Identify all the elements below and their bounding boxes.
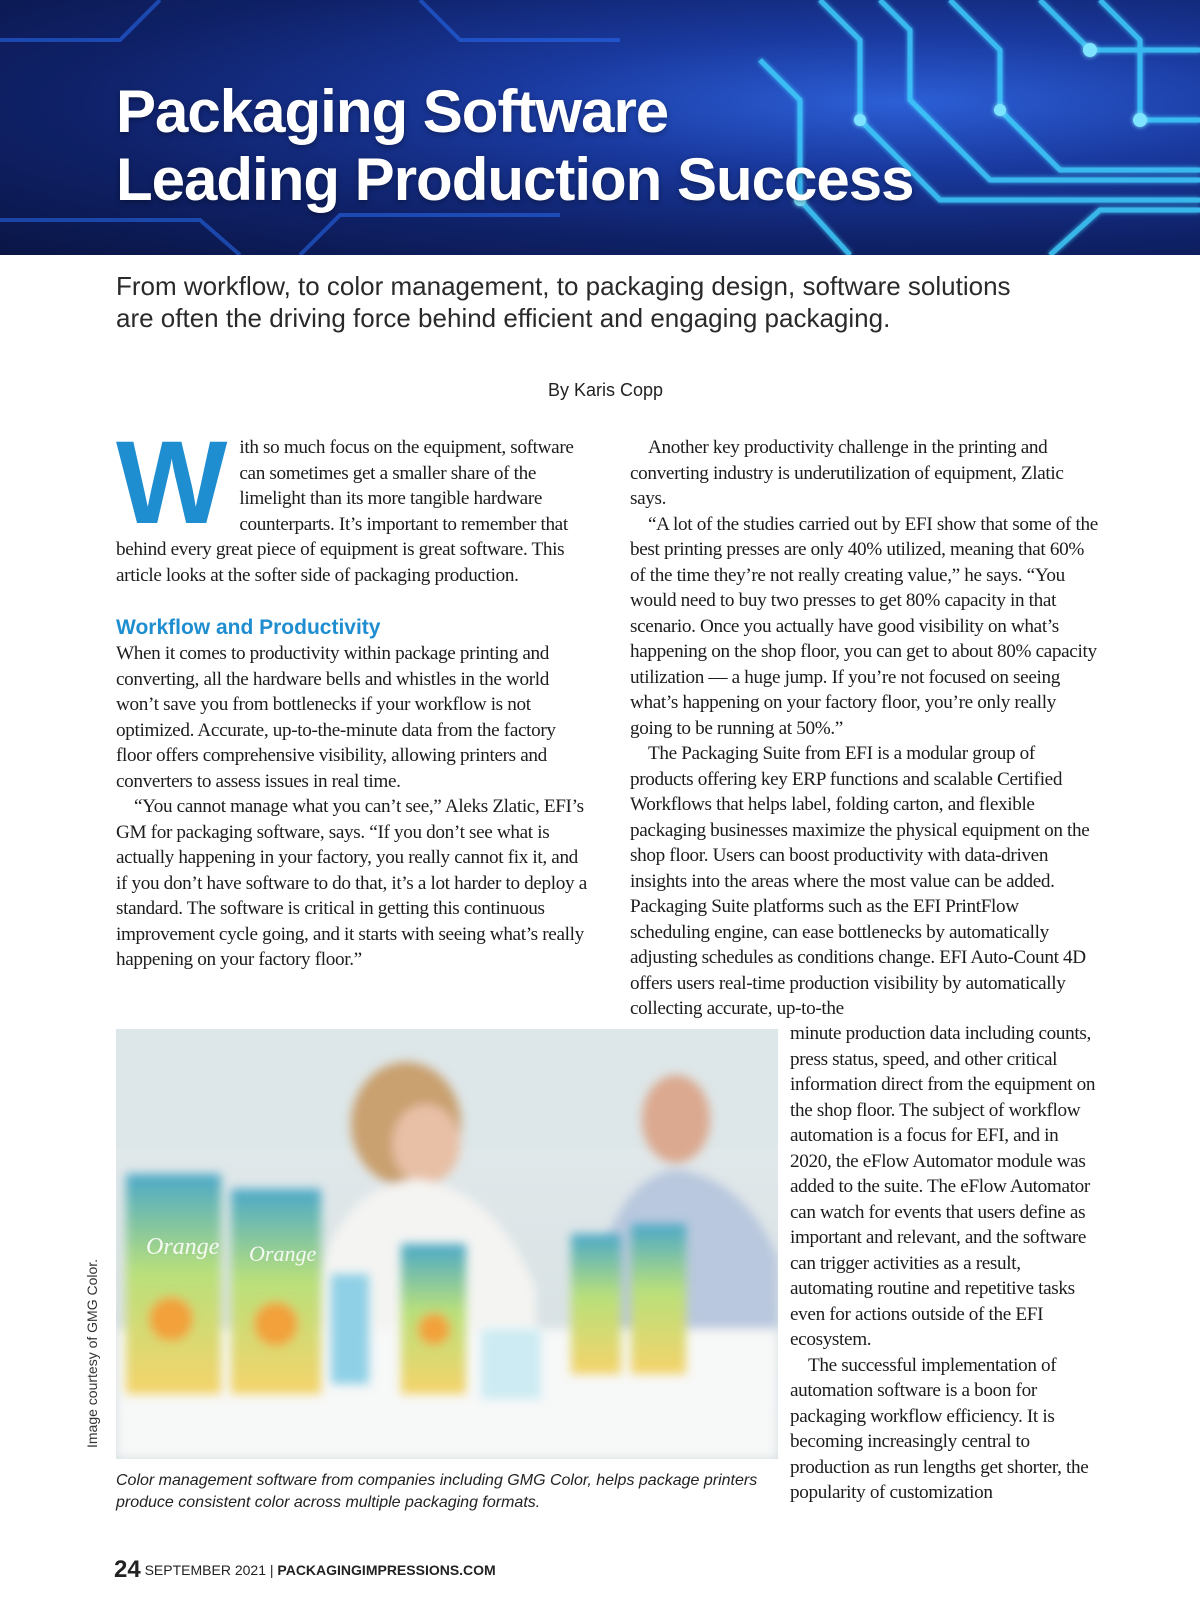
drop-cap: W <box>116 417 228 549</box>
header-banner <box>0 0 1200 255</box>
title-line-2: Leading Production Success <box>116 146 914 213</box>
photo-caption: Color management software from companies including GMG Color, helps package printers produce consistent color across multiple packaging formats. <box>116 1472 758 1511</box>
issue-date: SEPTEMBER 2021 | <box>144 1562 278 1578</box>
body-paragraph: The Packaging Suite from EFI is a modular group of products offering key ERP functions and scalable Certified Workflows that helps label, folding carton, and flexible packaging businesses maximize the physical equipment on the shop floor. Users can boost productivity with data-driven insights into the areas where the most value can be added. Packaging Suite platforms such as the EFI PrintFlow scheduling engine, can ease bottlenecks by automatically adjusting schedules as conditions change. EFI Auto-Count 4D offers users real-time production visibility by automatically collecting accurate, up-to-the <box>630 743 1090 1019</box>
body-paragraph: The successful implementation of automation software is a boon for packaging workflow efficiency. It is becoming increasingly central to production as run lengths get shorter, the popularity of customization <box>790 1354 1089 1503</box>
body-paragraph: “You cannot manage what you can’t see,” Aleks Zlatic, EFI’s GM for packaging software, says. “If you don’t see what is actually happening in your factory, you really cannot fix it, and if you don’t have software to do that, it’s a lot harder to deploy a standard. The software is critical in getting this continuous improvement cycle going, and it starts with seeing what’s really happening on your factory floor.” <box>116 796 587 970</box>
office-packaging-illustration <box>116 1029 778 1459</box>
byline: By Karis Copp <box>548 380 664 400</box>
section-heading: Workflow and Productivity <box>116 616 381 639</box>
website-link[interactable]: PACKAGINGIMPRESSIONS.COM <box>277 1562 496 1578</box>
body-paragraph: minute production data including counts, press status, speed, and other critical information direct from the equipment on the shop floor. The subject of workflow automation is a focus for EFI, and in 2020, the eFlow Automator module was added to the suite. The eFlow Automator can watch for events that users define as important and relevant, and the software can trigger activities as a result, automating routine and repetitive tasks even for actions outside of the EFI ecosystem. <box>790 1023 1096 1350</box>
body-paragraph: Another key productivity challenge in the printing and converting industry is underutilization of equipment, Zlatic says. <box>630 437 1064 509</box>
page-number: 24 <box>114 1556 141 1583</box>
body-paragraph: When it comes to productivity within package printing and converting, all the hardware bells and whistles in the world won’t save you from bottlenecks if your workflow is not optimized. Accurate, up-to-the-minute data from the factory floor offers comprehensive visibility, allowing printers and converters to assess issues in real time. <box>116 643 556 792</box>
article-photo <box>116 1029 778 1459</box>
article-title <box>116 78 914 214</box>
right-narrow-column <box>790 1021 1100 1506</box>
title-line-1: Packaging Software <box>116 78 669 145</box>
body-paragraph: “A lot of the studies carried out by EFI show that some of the best printing presses are only 40% utilized, meaning that 60% of the time they’re not really creating value,” he says. “You would need to buy two presses to get 80% capacity in that scenario. Once you actually have good visibility on what’s happening on the shop floor, you can get to about 80% capacity utilization — a huge jump. If you’re not focused on seeing what’s happening on your factory floor, you’re only really going to be running at 50%.” <box>630 513 1098 739</box>
right-column <box>630 435 1100 1022</box>
carton-label: Orange <box>146 1234 220 1260</box>
intro-paragraph <box>116 417 591 588</box>
carton-label: Orange <box>249 1241 317 1266</box>
article-deck: From workflow, to color management, to packaging design, software solutions are often the driving force behind efficient and engaging packaging. <box>116 271 1011 333</box>
left-column <box>116 417 591 973</box>
intro-text: ith so much focus on the equipment, software can sometimes get a smaller share of the limelight than its more tangible hardware counterparts. It’s important to remember that behind every great piece of equipment is great software. This article looks at the softer side of packaging production. <box>116 437 574 586</box>
photo-credit: Image courtesy of GMG Color. <box>84 1258 100 1448</box>
page-footer <box>114 1556 496 1584</box>
